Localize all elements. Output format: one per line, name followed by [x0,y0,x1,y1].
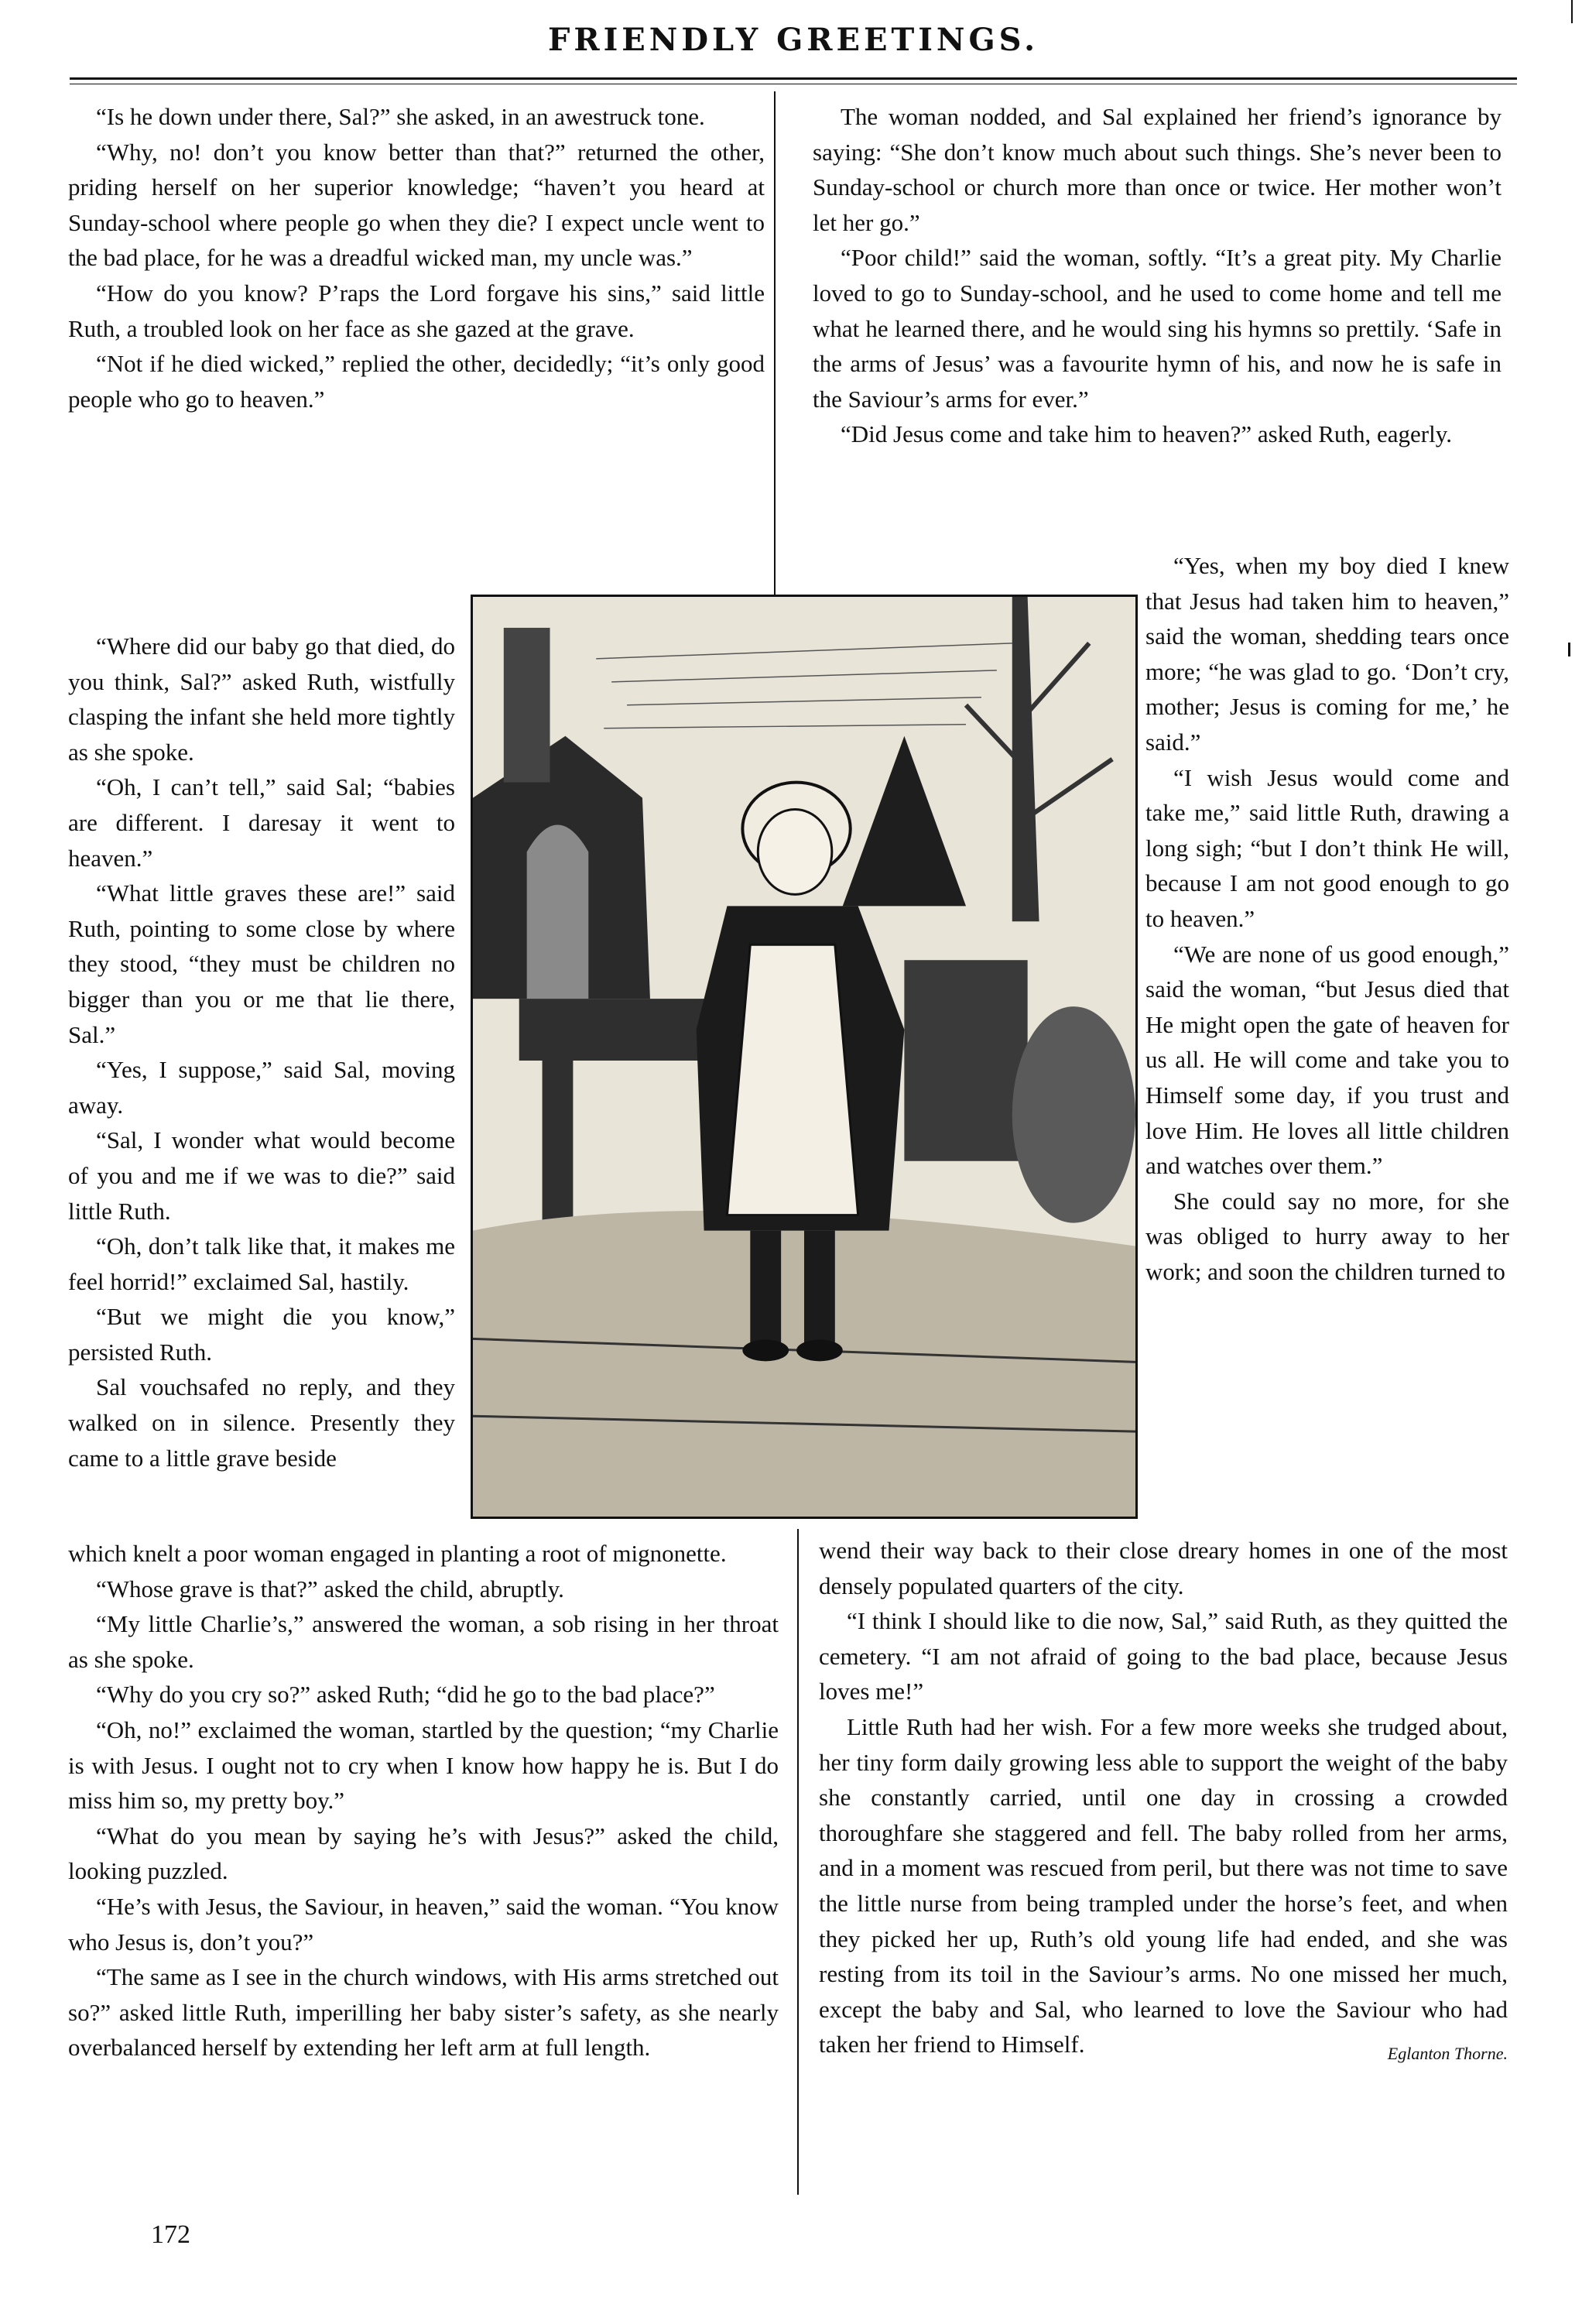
paragraph: “How do you know? P’raps the Lord forgave his sins,” said little Ruth, a troubled look on her face as she gazed at the grave. [68,279,765,342]
paragraph: “Oh, don’t talk like that, it makes me feel horrid!” exclaimed Sal, hastily. [68,1232,455,1295]
paragraph: “Sal, I wonder what would become of you and me if we was to die?” said little Ruth. [68,1126,455,1225]
paragraph: “He’s with Jesus, the Saviour, in heaven,” said the woman. “You know who Jesus is, don’t you?” [68,1892,779,1956]
left-column-bottom [68,1536,779,2065]
right-column-bottom [819,1533,1508,2072]
paragraph: “But we might die you know,” persisted Ruth. [68,1303,455,1366]
left-column-narrow [68,629,455,1476]
right-column-top [813,99,1502,452]
paragraph: Little Ruth had her wish. For a few more weeks she trudged about, her tiny form daily growing less able to support the weight of the baby she constantly carried, until one day in crossing a crowded thoroughfare she staggered and fell. The baby rolled from her arms, and in a moment was rescued from peril, but there was not time to save the little nurse from being trampled under the horse’s feet, and when they picked her up, Ruth’s old young life had ended, and she was resting from its toil in the Saviour’s arms. No one missed her much, except the baby and Sal, who learned to love the Saviour who had taken her friend to Himself. Eglanton Thorne. [819,1709,1508,2062]
paragraph: “My little Charlie’s,” answered the woman, a sob rising in her throat as she spoke. [68,1610,779,1673]
illustration-girl-in-churchyard [471,595,1138,1519]
paragraph: “Whose grave is that?” asked the child, abruptly. [96,1575,564,1602]
paragraph: “I wish Jesus would come and take me,” said little Ruth, drawing a long sigh; “but I don’t think He will, because I am not good enough to go to heaven.” [1145,763,1509,932]
paragraph: She could say no more, for she was obliged to hurry away to her work; and soon the children turned to [1145,1187,1509,1285]
page-edge-mark [1568,643,1570,656]
left-column-top [68,99,765,416]
header-rule [70,77,1517,80]
paragraph: “Oh, I can’t tell,” said Sal; “babies are different. I daresay it went to heaven.” [68,773,455,872]
paragraph: “Why, no! don’t you know better than that?” returned the other, priding herself on her superior knowledge; “haven’t you heard at Sunday-school where people go when they die? I expect uncle went to the bad place, for he was a dreadful wicked man, my uncle was.” [68,138,765,272]
author-signature: Eglanton Thorne. [1387,2044,1508,2064]
paragraph: “We are none of us good enough,” said the woman, “but Jesus died that He might open the gate of heaven for us all. He will come and take you to Himself some day, if you trust and love Him. He loves all little children and watches over them.” [1145,940,1509,1180]
column-divider [774,91,776,595]
paragraph: “Where did our baby go that died, do you think, Sal?” asked Ruth, wistfully clasping the infant she held more tightly as she spoke. [68,632,455,766]
paragraph: “What little graves these are!” said Ruth, pointing to some close by where they stood, “they must be children no bigger than you or me that lie there, Sal.” [68,879,455,1048]
paragraph: “Did Jesus come and take him to heaven?” asked Ruth, eagerly. [841,420,1452,448]
running-header: FRIENDLY GREETINGS. [547,22,1039,58]
paragraph: “Why do you cry so?” asked Ruth; “did he go to the bad place?” [96,1681,715,1709]
paragraph: “Yes, I suppose,” said Sal, moving away. [68,1056,455,1119]
paragraph: “Is he down under there, Sal?” she asked, in an awestruck tone. [96,103,705,130]
paragraph: The woman nodded, and Sal explained her friend’s ignorance by saying: “She don’t know much about such things. She’s never been to Sunday-school or church more than once or twice. Her mother won’t let her go.” [813,103,1502,236]
paragraph: “Oh, no!” exclaimed the woman, startled by the question; “my Charlie is with Jesus. I ought not to cry when I know how happy he is. But I do miss him so, my pretty boy.” [68,1716,779,1815]
right-column-narrow [1145,548,1509,1289]
paragraph: “The same as I see in the church windows, with His arms stretched out so?” asked little Ruth, imperilling her baby sister’s safety, as she nearly overbalanced herself by extending her left arm at full length. [68,1963,779,2062]
paragraph: “I think I should like to die now, Sal,” said Ruth, as they quitted the cemetery. “I am not afraid of going to the bad place, because Jesus loves me!” [819,1607,1508,1705]
page-edge-mark [1571,0,1573,23]
page-number: 172 [151,2220,190,2249]
paragraph: wend their way back to their close dreary homes in one of the most densely populated quarters of the city. [819,1537,1508,1599]
paragraph: “Poor child!” said the woman, softly. “It’s a great pity. My Charlie loved to go to Sunday-school, and he used to come home and tell me what he learned there, and he would sing his hymns so prettily. ‘Safe in the arms of Jesus’ was a favourite hymn of his, and now he is safe in the Saviour’s arms for ever.” [813,244,1502,413]
paragraph: “Not if he died wicked,” replied the other, decidedly; “it’s only good people who go to heaven.” [68,350,765,413]
column-divider [797,1529,799,2195]
paragraph: “Yes, when my boy died I knew that Jesus had taken him to heaven,” said the woman, shedding tears once more; “he was glad to go. ‘Don’t cry, mother; Jesus is coming for me,’ he said.” [1145,552,1509,756]
paragraph: which knelt a poor woman engaged in planting a root of mignonette. [68,1540,727,1567]
paragraph: Sal vouchsafed no reply, and they walked on in silence. Presently they came to a little grave beside [68,1373,455,1472]
paragraph: “What do you mean by saying he’s with Jesus?” asked the child, looking puzzled. [68,1822,779,1885]
